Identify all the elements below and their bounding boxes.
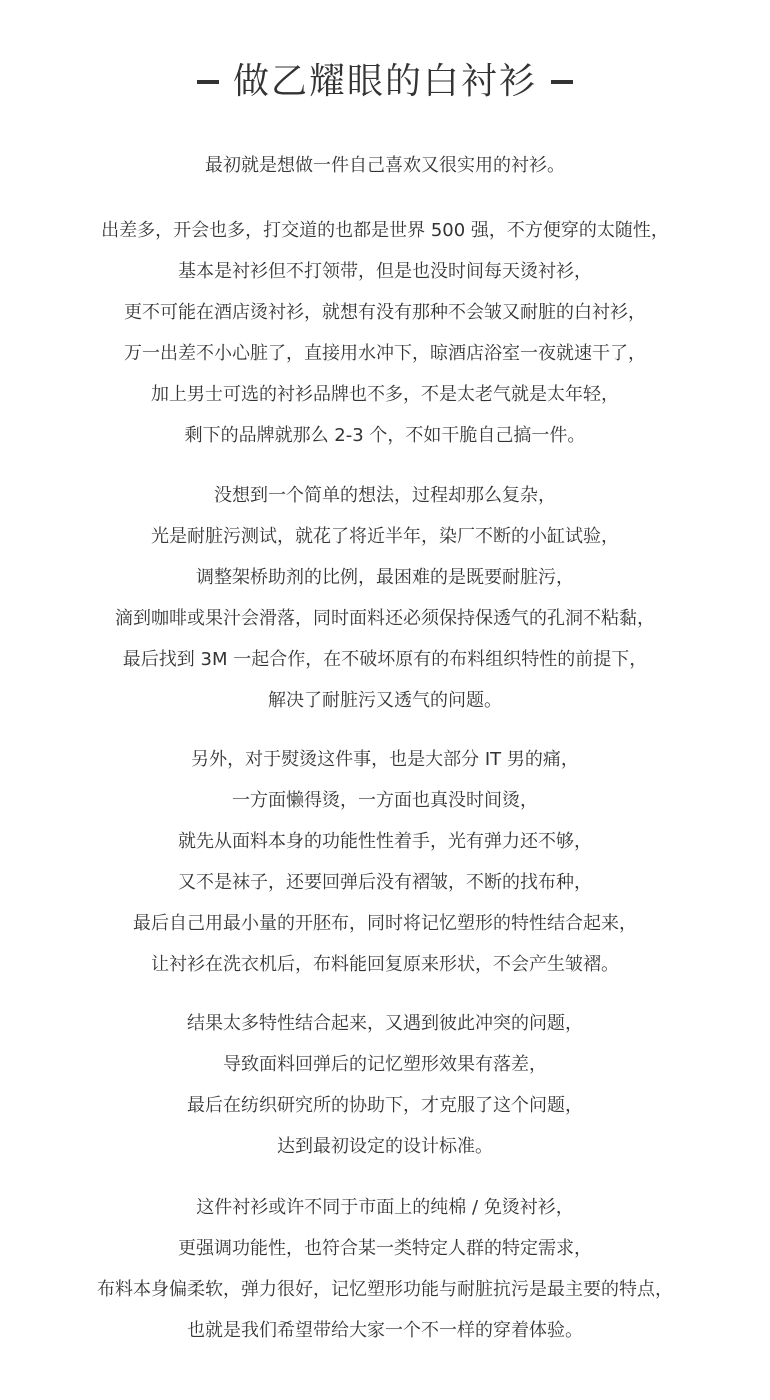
paragraph-conflict: [0, 1014, 770, 1157]
text-line: 光是耐脏污测试，就花了将近半年，染厂不断的小缸试验，: [151, 526, 619, 547]
text-line: 万一出差不小心脏了，直接用水冲下，晾酒店浴室一夜就速干了，: [124, 343, 646, 364]
page-title: [0, 52, 770, 112]
text-line: 就先从面料本身的功能性性着手，光有弹力还不够，: [178, 831, 592, 852]
text-line: 加上男士可选的衬衫品牌也不多，不是太老气就是太年轻，: [151, 384, 619, 405]
text-line: 一方面懒得烫，一方面也真没时间烫，: [232, 790, 538, 811]
text-line: 让衬衫在洗衣机后，布料能回复原来形状，不会产生皱褶。: [151, 954, 619, 975]
text-line: 更不可能在酒店烫衬衫，就想有没有那种不会皱又耐脏的白衬衫，: [124, 302, 646, 323]
text-line: 最初就是想做一件自己喜欢又很实用的衬衫。: [205, 155, 565, 176]
text-line: 更强调功能性，也符合某一类特定人群的特定需求，: [178, 1238, 592, 1259]
text-line: 另外，对于熨烫这件事，也是大部分 IT 男的痛，: [191, 749, 579, 770]
text-line: 调整架桥助剂的比例，最困难的是既要耐脏污，: [196, 567, 574, 588]
text-line: 也就是我们希望带给大家一个不一样的穿着体验。: [187, 1320, 583, 1341]
text-line: 结果太多特性结合起来，又遇到彼此冲突的问题，: [187, 1013, 583, 1034]
paragraph-stain-resistance: [0, 486, 770, 711]
text-line: 最后自己用最小量的开胚布，同时将记忆塑形的特性结合起来，: [133, 913, 637, 934]
text-line: 没想到一个简单的想法，过程却那么复杂，: [214, 485, 556, 506]
page-title-text: 做乙耀眼的白衬衫: [232, 61, 537, 102]
text-line: 布料本身偏柔软，弹力很好，记忆塑形功能与耐脏抗污是最主要的特点，: [97, 1279, 673, 1300]
text-line: 达到最初设定的设计标准。: [277, 1136, 493, 1157]
paragraph-intro: [0, 156, 770, 176]
text-line: 剩下的品牌就那么 2-3 个，不如干脆自己搞一件。: [184, 425, 586, 446]
paragraph-conclusion: [0, 1198, 770, 1341]
text-line: 解决了耐脏污又透气的问题。: [268, 690, 502, 711]
text-line: 这件衬衫或许不同于市面上的纯棉 / 免烫衬衫，: [196, 1197, 574, 1218]
text-line: 最后在纺织研究所的协助下，才克服了这个问题，: [187, 1095, 583, 1116]
text-line: 又不是袜子，还要回弹后没有褶皱，不断的找布种，: [178, 872, 592, 893]
text-line: 最后找到 3M 一起合作，在不破坏原有的布料组织特性的前提下，: [122, 649, 648, 670]
text-line: 基本是衬衫但不打领带，但是也没时间每天烫衬衫，: [178, 261, 592, 282]
text-line: 出差多，开会也多，打交道的也都是世界 500 强，不方便穿的太随性，: [101, 220, 669, 241]
text-line: 导致面料回弹后的记忆塑形效果有落差，: [223, 1054, 547, 1075]
title-dash-left: [197, 80, 219, 84]
paragraph-wrinkle-free: [0, 750, 770, 975]
paragraph-motivation: [0, 221, 770, 446]
title-dash-right: [551, 80, 573, 84]
text-line: 滴到咖啡或果汁会滑落，同时面料还必须保持保透气的孔洞不粘黏，: [115, 608, 655, 629]
